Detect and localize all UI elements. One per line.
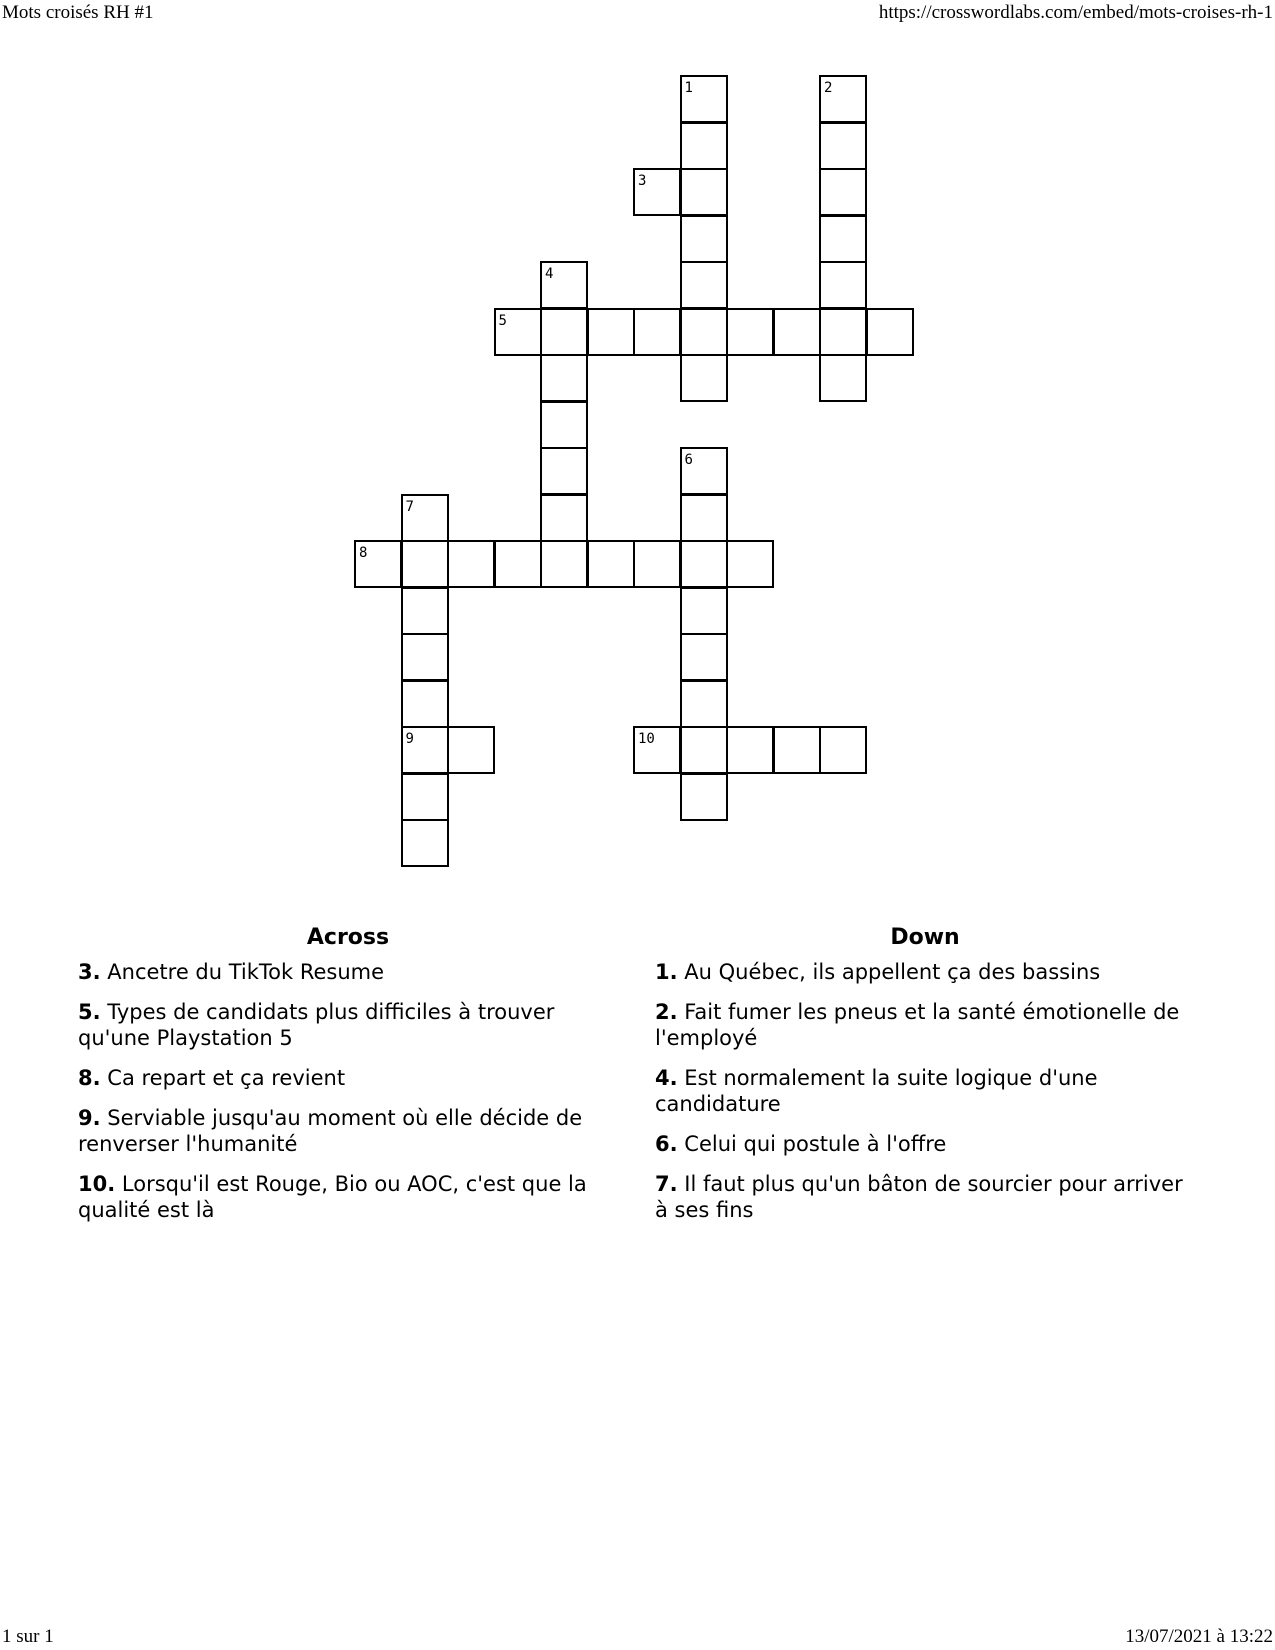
crossword-cell[interactable]	[726, 726, 774, 774]
crossword-cell[interactable]	[819, 215, 867, 263]
crossword-cell[interactable]	[447, 726, 495, 774]
cell-number: 2	[824, 80, 833, 96]
crossword-cell[interactable]	[633, 308, 681, 356]
crossword-cell[interactable]	[819, 354, 867, 402]
clue-text: Serviable jusqu'au moment où elle décide de renverser l'humanité	[78, 1106, 583, 1156]
clue-item	[655, 1065, 1195, 1117]
crossword-cell[interactable]	[680, 122, 728, 170]
clue-item	[78, 1105, 618, 1157]
clue-item	[78, 1171, 618, 1223]
crossword-cell[interactable]	[587, 540, 635, 588]
crossword-cell[interactable]	[680, 75, 728, 123]
clue-number: 3.	[78, 960, 101, 984]
crossword-cell[interactable]	[819, 168, 867, 216]
crossword-cell[interactable]	[401, 819, 449, 867]
crossword-cell[interactable]	[680, 540, 728, 588]
clue-text: Lorsqu'il est Rouge, Bio ou AOC, c'est que la qualité est là	[78, 1172, 587, 1222]
clue-text: Ancetre du TikTok Resume	[107, 960, 385, 984]
clue-text: Celui qui postule à l'offre	[684, 1132, 947, 1156]
crossword-cell[interactable]	[633, 726, 681, 774]
clue-number: 9.	[78, 1106, 101, 1130]
crossword-cell[interactable]	[773, 726, 821, 774]
crossword-cell[interactable]	[726, 308, 774, 356]
clue-text: Est normalement la suite logique d'une candidature	[655, 1066, 1098, 1116]
cell-number: 5	[498, 312, 507, 329]
crossword-cell[interactable]	[680, 168, 728, 216]
cell-number: 9	[405, 731, 414, 747]
crossword-cell[interactable]	[819, 308, 867, 356]
crossword-cell[interactable]	[680, 215, 728, 263]
down-heading: Down	[890, 925, 960, 950]
crossword-cell[interactable]	[401, 587, 449, 635]
clue-item	[78, 1065, 618, 1091]
page-url: https://crosswordlabs.com/embed/mots-croises-rh-1	[878, 2, 1273, 23]
crossword-cell[interactable]	[540, 540, 588, 588]
clue-number: 7.	[655, 1172, 678, 1196]
crossword-cell[interactable]	[401, 633, 449, 681]
crossword-cell[interactable]	[633, 540, 681, 588]
clue-number: 5.	[78, 1000, 101, 1024]
crossword-cell[interactable]	[819, 261, 867, 309]
crossword-cell[interactable]	[540, 494, 588, 542]
clue-number: 1.	[655, 960, 678, 984]
crossword-cell[interactable]	[540, 447, 588, 495]
crossword-cell[interactable]	[680, 308, 728, 356]
crossword-cell[interactable]	[401, 726, 449, 774]
clue-text: Au Québec, ils appellent ça des bassins	[684, 960, 1101, 984]
cell-number: 6	[684, 452, 693, 468]
crossword-cell[interactable]	[726, 540, 774, 588]
crossword-cell[interactable]	[680, 726, 728, 774]
clue-number: 4.	[655, 1066, 678, 1090]
cell-number: 8	[359, 545, 368, 561]
cell-number: 10	[638, 731, 655, 747]
crossword-cell[interactable]	[819, 726, 867, 774]
across-heading: Across	[306, 925, 390, 950]
crossword-cell[interactable]	[866, 308, 914, 356]
crossword-cell[interactable]	[540, 308, 588, 356]
clue-text: Il faut plus qu'un bâton de sourcier pour arriver à ses fins	[655, 1172, 1183, 1222]
crossword-cell[interactable]	[680, 261, 728, 309]
crossword-cell[interactable]	[494, 308, 542, 356]
clue-item	[78, 999, 618, 1051]
crossword-cell[interactable]	[773, 308, 821, 356]
clue-item	[655, 1131, 1195, 1157]
crossword-cell[interactable]	[401, 773, 449, 821]
clue-text: Fait fumer les pneus et la santé émotionelle de l'employé	[655, 1000, 1180, 1050]
clue-item	[655, 959, 1195, 985]
clue-number: 6.	[655, 1132, 678, 1156]
crossword-cell[interactable]	[401, 540, 449, 588]
down-clues	[655, 925, 1195, 1237]
page-count: 1 sur 1	[2, 1626, 54, 1647]
crossword-cell[interactable]	[401, 494, 449, 542]
crossword-cell[interactable]	[354, 540, 402, 588]
clue-number: 10.	[78, 1172, 116, 1196]
crossword-cell[interactable]	[819, 122, 867, 170]
crossword-cell[interactable]	[680, 447, 728, 495]
cell-number: 3	[638, 173, 647, 189]
clue-text: Types de candidats plus difficiles à trouver qu'une Playstation 5	[78, 1000, 555, 1050]
crossword-cell[interactable]	[494, 540, 542, 588]
cell-number: 1	[684, 80, 693, 96]
clue-item	[78, 959, 618, 985]
crossword-cell[interactable]	[680, 354, 728, 402]
clue-item	[655, 1171, 1195, 1223]
crossword-cell[interactable]	[680, 633, 728, 681]
print-datetime: 13/07/2021 à 13:22	[1125, 1626, 1273, 1647]
crossword-cell[interactable]	[819, 75, 867, 123]
crossword-cell[interactable]	[680, 494, 728, 542]
crossword-cell[interactable]	[633, 168, 681, 216]
clue-number: 2.	[655, 1000, 678, 1024]
clue-number: 8.	[78, 1066, 101, 1090]
crossword-cell[interactable]	[680, 587, 728, 635]
crossword-cell[interactable]	[401, 680, 449, 728]
crossword-cell[interactable]	[540, 261, 588, 309]
crossword-cell[interactable]	[447, 540, 495, 588]
crossword-cell[interactable]	[540, 354, 588, 402]
cell-number: 7	[405, 498, 414, 515]
crossword-cell[interactable]	[680, 680, 728, 728]
across-clues	[78, 925, 618, 1237]
cell-number: 4	[545, 266, 554, 282]
clue-item	[655, 999, 1195, 1051]
crossword-cell[interactable]	[540, 401, 588, 449]
page-title: Mots croisés RH #1	[2, 2, 154, 23]
crossword-cell[interactable]	[587, 308, 635, 356]
crossword-cell[interactable]	[680, 773, 728, 821]
clue-text: Ca repart et ça revient	[107, 1066, 346, 1090]
